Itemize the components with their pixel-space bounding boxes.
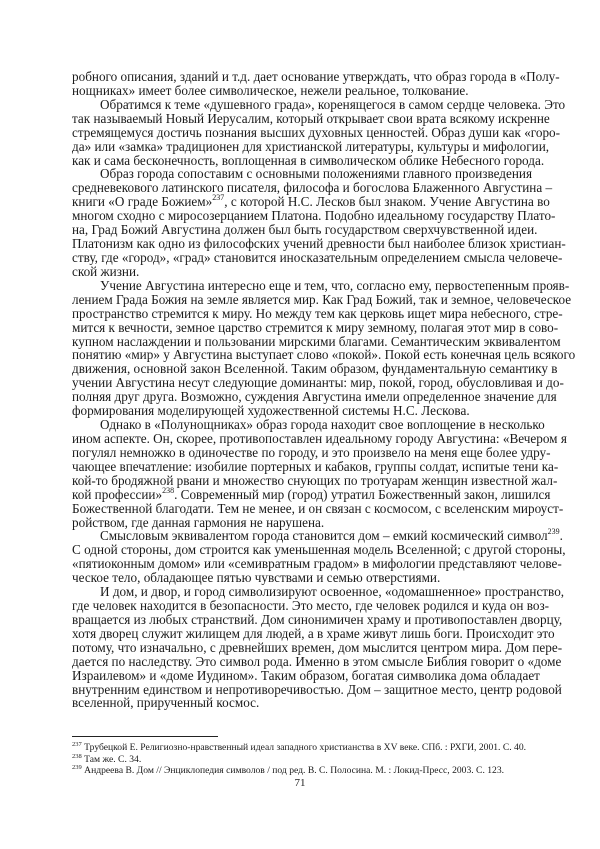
line-text: хотя дворец служит жилищем для людей, а в храме живут лишь боги. Происходит это — [72, 625, 555, 641]
line-text: робного описания, зданий и т.д. дает основание утверждать, что образ города в «Полу- — [72, 69, 560, 84]
line-text: ской жизни. — [72, 263, 140, 279]
line-text: движения, основной закон Вселенной. Таким образом, фундаментальную семантику в — [72, 361, 558, 377]
text-line — [72, 166, 533, 182]
text-line — [72, 681, 562, 697]
footnote — [72, 765, 532, 777]
line-text: формирования моделирующей художественной системы Н.С. Лескова. — [72, 403, 470, 419]
line-text: книги «О граде Божием» — [72, 194, 213, 210]
line-text: стремящемуся достичь познания высших духовных ценностей. Образ души как «горо- — [72, 124, 561, 140]
line-text: Израилевом» и «доме Иудином». Таким образом, богатая символика дома обладает — [72, 667, 540, 683]
text-line — [72, 96, 566, 112]
footnote-number: 237 — [72, 741, 82, 748]
line-text: . Современный мир (город) утратил Божественный закон, лишился — [174, 486, 551, 502]
line-text: как и сама бесконечность, воплощенная в символическом облике Небесного города. — [72, 152, 545, 168]
text-line — [72, 625, 555, 641]
paragraph — [72, 527, 566, 586]
text-line — [72, 527, 563, 544]
line-text: так называемый Новый Иерусалим, который открывает свои врата всякому искренне — [72, 110, 550, 126]
footnote — [72, 742, 532, 754]
line-text: ином аспекте. Он, скорее, противопоставлен идеальному городу Августина: «Вечером я — [72, 430, 567, 446]
text-line — [72, 84, 527, 98]
text-line — [72, 208, 556, 224]
line-text: купном наслаждении и пользовании мирскими благами. Семантическим эквивалентом — [72, 333, 561, 349]
text-line — [72, 277, 570, 293]
text-line — [72, 69, 560, 84]
line-text: дается по наследству. Это символ рода. Именно в этом смысле Библия говорит о «доме — [72, 653, 562, 669]
body-text — [72, 69, 576, 711]
footnote-ref[interactable]: 238 — [162, 485, 175, 495]
footnote-number: 239 — [72, 764, 82, 772]
line-text: кой-то бродяжной рвани и множество снующих по тротуарам женщин известной жал- — [72, 472, 558, 488]
text-line — [72, 542, 566, 558]
line-text: С одной стороны, дом строится как уменьшенная модель Вселенной; с другой стороны, — [72, 542, 566, 558]
line-text: мится к вечности, земное царство стремится к миру земному, полагая этот мир в сово- — [72, 319, 559, 335]
text-line — [72, 222, 538, 238]
line-text: учении Августина несут следующие доминанты: мир, покой, город, обусловливая и до- — [72, 375, 564, 391]
text-line — [72, 347, 576, 363]
line-text: да» или «замка» традиционен для христианской литературы, культуры и мифологии, — [72, 138, 550, 154]
line-text: на, Град Божий Августина должен был быть государством сверхчувственной идеи. — [72, 222, 538, 238]
line-text: ройством, где данная гармония не нарушена. — [72, 514, 325, 530]
line-text: вращается из любых странствий. Дом синонимичен храму и противопоставлен дворцу, — [72, 611, 563, 627]
text-line — [72, 444, 551, 460]
line-text: , с которой Н.С. Лесков был знаком. Учение Августина во — [224, 194, 550, 210]
text-line — [72, 319, 559, 335]
text-line — [72, 404, 527, 418]
paragraph — [72, 96, 566, 168]
text-line — [72, 472, 558, 488]
paragraph — [72, 166, 566, 279]
text-line — [72, 236, 566, 252]
line-text: ству, где «город», «град» становится иносказательным определением смысла человече- — [72, 249, 563, 265]
text-line — [72, 485, 551, 502]
text-line — [72, 389, 557, 405]
line-text: ческое тело, обладающее пятью чувствами и семью отверстиями. — [72, 570, 441, 586]
footnote-ref[interactable]: 239 — [547, 527, 560, 537]
footnotes — [72, 742, 532, 777]
text-line — [72, 110, 550, 126]
text-line — [72, 430, 567, 446]
text-line — [72, 556, 562, 572]
text-line — [72, 138, 550, 154]
line-text: вселенной, прирученный космос. — [72, 695, 260, 711]
paragraph — [72, 417, 567, 530]
text-line — [72, 571, 527, 585]
line-text: средневекового латинского писателя, философа и богослова Блаженного Августина – — [72, 180, 553, 196]
line-text: Платонизм как одно из философских учений древности был наиболее близок христиан- — [72, 236, 566, 252]
text-line — [72, 193, 550, 210]
text-line — [72, 584, 565, 600]
line-text: внутренним единством и непротиворечивостью. Дом – защитное место, центр родовой — [72, 681, 562, 697]
line-text: Божественной благодати. Тем не менее, и он связан с космосом, с вселенским мироуст- — [72, 500, 564, 516]
text-line — [72, 639, 563, 655]
text-line — [72, 152, 545, 168]
paragraph — [72, 277, 576, 419]
text-line — [72, 458, 559, 474]
text-line — [72, 361, 558, 377]
line-text: лением Града Божия на земле является мир. Как Град Божий, так и земное, человеческое — [72, 291, 572, 307]
line-text: Образ города сопоставим с основными положениями главного произведения — [100, 166, 533, 182]
line-text: И дом, и двор, и город символизируют освоенное, «одомашненное» пространство, — [100, 584, 565, 600]
paragraph — [72, 584, 565, 711]
paragraph — [72, 69, 560, 98]
footnote-separator — [72, 736, 218, 737]
line-text: понятию «мир» у Августина выступает слово «покой». Покой есть конечная цель всякого — [72, 347, 576, 363]
text-line — [72, 696, 527, 710]
footnote-number: 238 — [72, 752, 82, 760]
text-line — [72, 667, 540, 683]
footnote-text: Андреева В. Дом // Энциклопедия символов / под ред. В. С. Полосина. М. : Локид-Пресс, 2003. С. 123. — [84, 765, 505, 777]
text-line — [72, 598, 550, 614]
footnote-text: Трубецкой Е. Религиозно-нравственный идеал западного христианства в XV веке. СПб. : РХГИ, 2001. С. 40. — [84, 742, 527, 753]
footnote-ref[interactable]: 237 — [212, 193, 225, 203]
text-line — [72, 265, 527, 279]
text-line — [72, 417, 545, 433]
line-text: «пятиоконным домом» или «семивратным градом» в мифологии представляют челове- — [72, 556, 562, 572]
line-text: кой профессии» — [72, 486, 163, 502]
line-text: Обратимся к теме «душевного града», коренящегося в самом сердце человека. Это — [100, 96, 566, 112]
line-text: пространство стремится к миру. Но между тем как церковь ищет мира небесного, стре- — [72, 305, 563, 321]
footnote — [72, 754, 532, 766]
line-text: погулял немножко в одиночестве по городу, и это произвело на меня еще более удру- — [72, 444, 551, 460]
text-line — [72, 611, 563, 627]
text-line — [72, 291, 572, 307]
line-text: нощниках» имеет более символическое, нежели реальное, толкование. — [72, 82, 469, 98]
text-line — [72, 249, 563, 265]
line-text: где человек находится в безопасности. Это место, где человек родился и куда он воз- — [72, 598, 550, 614]
text-line — [72, 333, 561, 349]
text-line — [72, 653, 562, 669]
line-text: Смысловым эквивалентом города становится дом – емкий космический символ — [100, 528, 548, 544]
line-text: Учение Августина интересно еще и тем, что, согласно ему, первостепенным прояв- — [100, 277, 570, 293]
line-text: Однако в «Полунощниках» образ города находит свое воплощение в несколько — [100, 417, 545, 433]
line-text: многом сходно с миросозерцанием Платона. Подобно идеальному государству Плато- — [72, 208, 556, 224]
text-line — [72, 124, 561, 140]
line-text: потому, что изначально, с древнейших времен, дом мыслится центром мира. Дом пере- — [72, 639, 563, 655]
text-line — [72, 305, 563, 321]
line-text: полняя друг друга. Возможно, суждения Августина имели определенное значение для — [72, 389, 557, 405]
line-text: . — [559, 528, 563, 544]
line-text: чающее впечатление: изобилие портерных и кабаков, группы солдат, испитые тени ка- — [72, 458, 559, 474]
footnote-text: Там же. С. 34. — [84, 753, 142, 765]
page-number: 71 — [294, 777, 306, 789]
text-line — [72, 500, 564, 516]
text-line — [72, 375, 564, 391]
